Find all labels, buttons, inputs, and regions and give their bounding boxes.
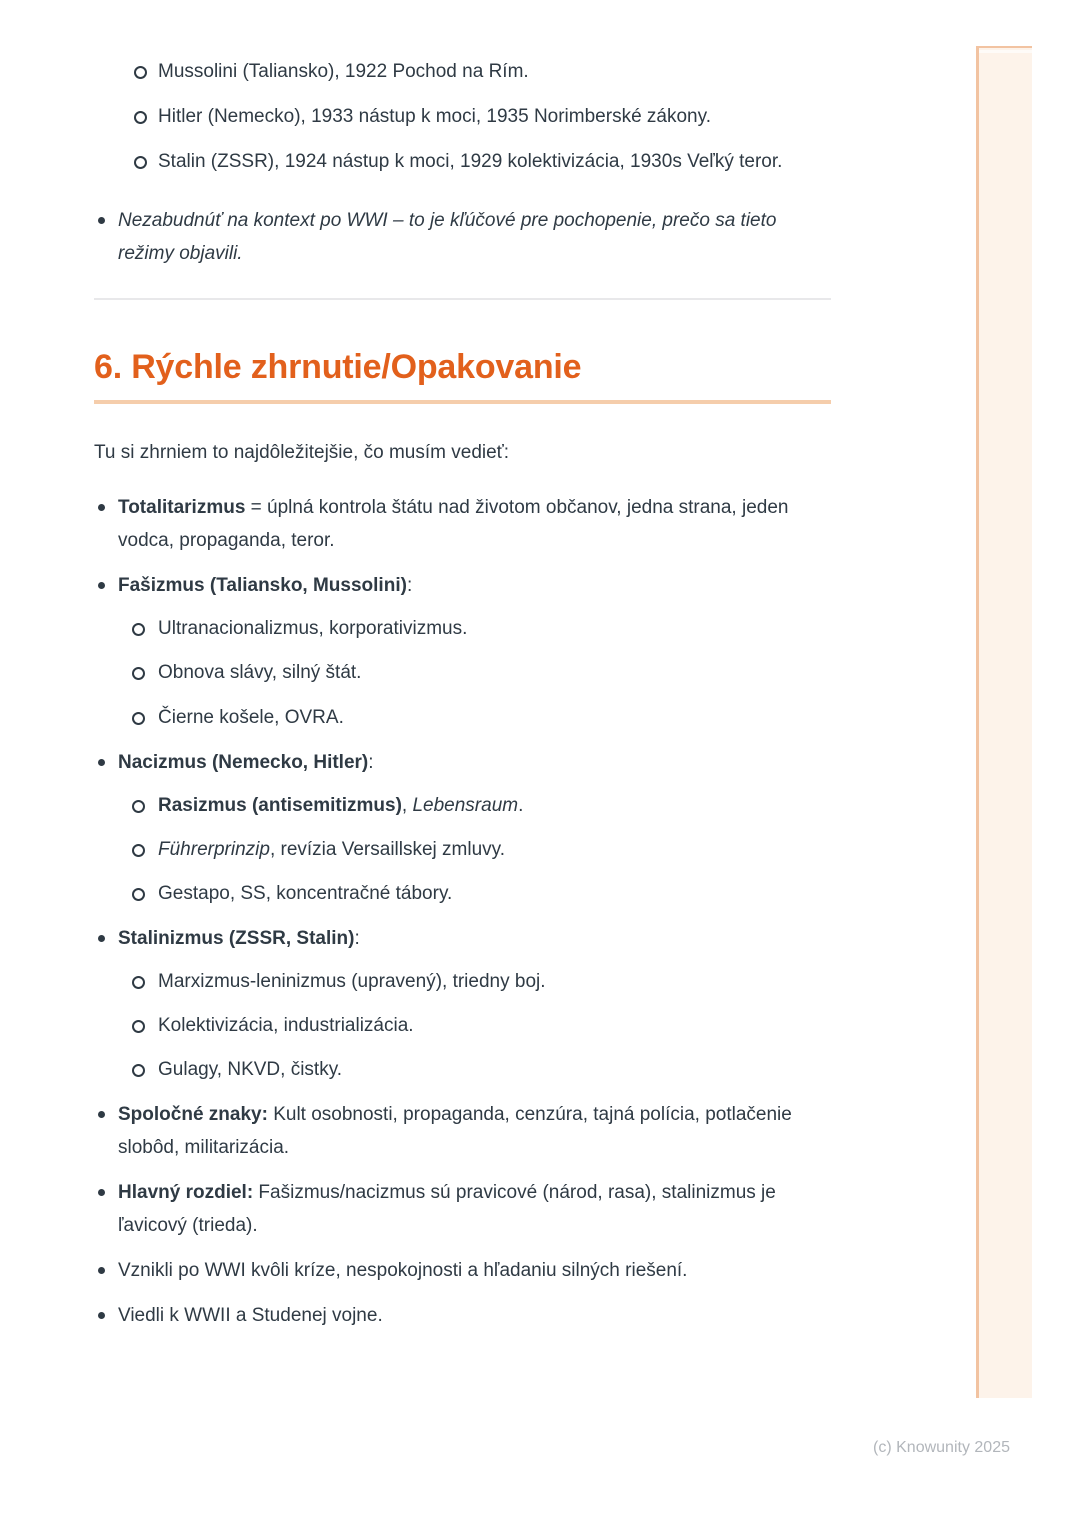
list-item — [118, 1009, 831, 1042]
term-colon: : — [406, 575, 413, 597]
rest-text: , revízia Versaillskej zmluvy. — [269, 838, 506, 860]
term-label: Stalinizmus (ZSSR, Stalin) — [118, 927, 355, 949]
summary-item-dosledok — [94, 1299, 831, 1332]
next-page-edge — [976, 46, 1032, 1398]
summary-item-fasizmus — [94, 569, 831, 733]
fasizmus-sublist — [118, 612, 831, 733]
list-item-text: Obnova slávy, silný štát. — [158, 662, 362, 684]
list-item — [118, 701, 831, 734]
section-heading: 6. Rýchle zhrnutie/Opakovanie — [94, 347, 831, 404]
list-item — [118, 877, 831, 910]
summary-list — [94, 491, 831, 1332]
list-item — [118, 1053, 831, 1086]
term-label: Totalitarizmus — [118, 497, 246, 519]
term-label: Hlavný rozdiel: — [118, 1182, 254, 1204]
list-item-text: Marxizmus-leninizmus (upravený), triedny boj. — [158, 970, 546, 992]
list-item-text: Hitler (Nemecko), 1933 nástup k moci, 1935 Norimberské zákony. — [158, 106, 711, 128]
bold-text: Rasizmus (antisemitizmus) — [158, 794, 402, 816]
summary-item-stalinizmus — [94, 922, 831, 1086]
term-text: = úplná kontrola štátu nad životom občanov, jedna strana, jeden vodca, propaganda, teror. — [118, 497, 789, 552]
summary-item-vznik — [94, 1254, 831, 1287]
summary-item-nacizmus — [94, 746, 831, 910]
summary-item-hlavny-rozdiel — [94, 1176, 831, 1242]
separator-text: , — [401, 794, 413, 816]
list-item — [94, 55, 831, 88]
summary-item-spolocne-znaky — [94, 1098, 831, 1164]
list-item-text: Gulagy, NKVD, čistky. — [158, 1058, 343, 1080]
term-label: Fašizmus (Taliansko, Mussolini) — [118, 575, 407, 597]
list-item-text: Čierne košele, OVRA. — [158, 706, 344, 728]
nacizmus-sublist — [118, 789, 831, 910]
intro-paragraph: Tu si zhrniem to najdôležitejšie, čo musím vedieť: — [94, 442, 510, 464]
note-text: Nezabudnúť na kontext po WWI – to je kľúčové pre pochopenie, prečo sa tieto režimy objavili. — [118, 210, 777, 265]
list-item-text: Ultranacionalizmus, korporativizmus. — [158, 618, 468, 640]
document-page — [94, 55, 831, 1344]
end-text: . — [518, 794, 524, 816]
term-colon: : — [368, 751, 374, 773]
copyright-footer: (c) Knowunity 2025 — [873, 1439, 1010, 1456]
summary-item-totalitarizmus — [94, 491, 831, 557]
list-item — [94, 100, 831, 133]
list-item-text: Kolektivizácia, industrializácia. — [158, 1014, 414, 1036]
term-colon: : — [354, 927, 360, 949]
list-item — [118, 789, 831, 822]
list-item-text: Stalin (ZSSR), 1924 nástup k moci, 1929 kolektivizácia, 1930s Veľký teror. — [158, 151, 783, 173]
list-item — [118, 612, 831, 645]
section-divider — [94, 298, 831, 300]
list-item-text: Gestapo, SS, koncentračné tábory. — [158, 882, 453, 904]
note-list — [94, 204, 831, 270]
list-item — [118, 833, 831, 866]
italic-text: Führerprinzip — [158, 838, 270, 860]
term-text: Kult osobnosti, propaganda, cenzúra, tajná polícia, potlačenie slobôd, militarizácia. — [118, 1103, 792, 1158]
italic-text: Lebensraum — [412, 794, 519, 816]
list-item-text: Viedli k WWII a Studenej vojne. — [118, 1305, 383, 1327]
list-item — [118, 656, 831, 689]
term-label: Spoločné znaky: — [118, 1103, 268, 1125]
list-item — [118, 965, 831, 998]
term-label: Nacizmus (Nemecko, Hitler) — [118, 751, 369, 773]
list-item-text: Vznikli po WWI kvôli kríze, nespokojnosti a hľadaniu silných riešení. — [118, 1260, 688, 1282]
list-item — [94, 145, 831, 178]
note-item — [94, 204, 831, 270]
term-text: Fašizmus/nacizmus sú pravicové (národ, rasa), stalinizmus je ľavicový (trieda). — [118, 1182, 776, 1237]
list-item-text: Mussolini (Taliansko), 1922 Pochod na Rím. — [158, 61, 529, 82]
dictators-sublist — [94, 55, 831, 178]
stalinizmus-sublist — [118, 965, 831, 1086]
